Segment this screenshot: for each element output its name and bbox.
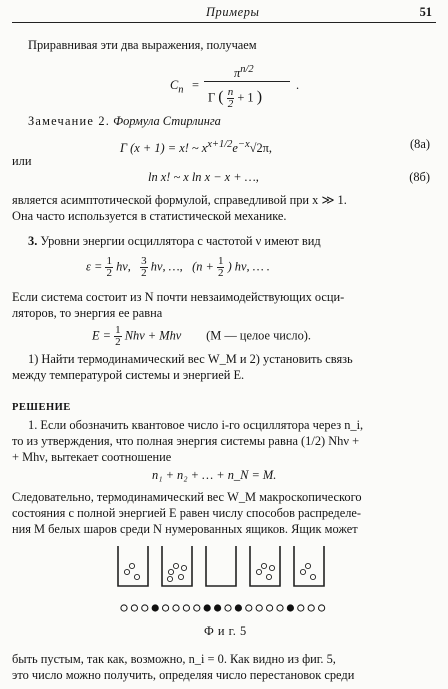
paragraph-7-line-1: Следовательно, термодинамический вес W_M макроскопического	[12, 490, 362, 504]
equation-8b: ln x! ~ x ln x − x + …,	[148, 170, 259, 184]
equation-8b-number: (8б)	[409, 170, 430, 184]
paragraph-4-line-1: Если система состоит из N почти невзаимодействующих осци-	[12, 290, 345, 304]
white-ball	[308, 605, 314, 611]
equation-cn	[170, 62, 310, 110]
white-ball	[310, 574, 315, 579]
white-ball	[256, 569, 261, 574]
box-5	[294, 546, 324, 586]
paragraph-2-line-2: Она часто используется в статистической механике.	[12, 209, 287, 223]
white-ball	[121, 605, 127, 611]
white-ball	[266, 574, 271, 579]
or-word: или	[12, 154, 32, 168]
white-ball	[124, 569, 129, 574]
white-ball	[298, 605, 304, 611]
white-ball	[319, 605, 325, 611]
eq-cn-denominator: Γ ( $\frac{n}{2}$ + 1 )	[208, 86, 263, 110]
paragraph-5-line-2: между температурой системы и энергией E.	[12, 368, 245, 382]
page-number: 51	[419, 5, 432, 19]
equation-levels: ε = $\frac{1}{2}$ hν, $\frac{3}{2}$ hν, …, (n + $\frac{1}{2}$ ) hν, … .	[86, 255, 270, 279]
white-ball	[131, 605, 137, 611]
white-ball	[261, 563, 266, 568]
remark-title: Формула Стирлинга	[113, 114, 221, 128]
paragraph-5-line-1: 1) Найти термодинамический вес W_M и 2) установить связь	[28, 352, 353, 366]
paragraph-8-line-2: это число можно получить, определяя число перестановок среди	[12, 668, 355, 682]
white-ball	[163, 605, 169, 611]
white-ball	[178, 574, 183, 579]
figure-5	[110, 542, 350, 622]
equation-sum: n₁ + n₂ + … + n_N = M.	[152, 468, 277, 482]
eq-cn-equals: =	[192, 78, 199, 92]
white-ball	[181, 565, 186, 570]
white-ball	[173, 563, 178, 568]
white-ball	[256, 605, 262, 611]
item-number-3: 3.	[28, 234, 38, 248]
eq-cn-fraction-bar	[204, 81, 290, 82]
box-4	[250, 546, 280, 586]
remark-label: Замечание 2.	[28, 114, 111, 128]
paragraph-3-text: Уровни энергии осциллятора с частотой ν имеют вид	[40, 234, 321, 248]
paragraph-4-line-2: ляторов, то энергия ее равна	[12, 306, 163, 320]
white-ball	[300, 569, 305, 574]
solution-heading: РЕШЕНИЕ	[12, 402, 71, 413]
black-ball	[204, 605, 210, 611]
white-ball	[246, 605, 252, 611]
paragraph-2-line-1: является асимптотической формулой, справедливой при x ≫ 1.	[12, 193, 347, 207]
black-ball	[152, 605, 158, 611]
white-ball	[129, 563, 134, 568]
equation-8a-number: (8а)	[410, 137, 430, 151]
paragraph-8-line-1: быть пустым, так как, возможно, n_i = 0. Как видно из фиг. 5,	[12, 652, 336, 666]
white-ball	[168, 569, 173, 574]
page-header	[0, 5, 448, 21]
black-ball	[235, 605, 241, 611]
paragraph-7-line-2: состояния с полной энергией E равен числу способов распределе-	[12, 506, 362, 520]
white-ball	[183, 605, 189, 611]
white-ball	[305, 563, 310, 568]
white-ball	[194, 605, 200, 611]
paragraph-7-line-3: ния M белых шаров среди N нумерованных ящиков. Ящик может	[12, 522, 358, 536]
paragraph-3	[28, 234, 321, 249]
equation-energy: E = $\frac{1}{2}$ Nhν + Mhν (M — целое число).	[92, 324, 312, 348]
equation-8a: Γ (x + 1) = x! ~ $x^{x+1/2}e^{-x}√2\pi$,	[120, 139, 273, 156]
white-ball	[269, 565, 274, 570]
running-title: Примеры	[206, 5, 260, 19]
box-1	[118, 546, 148, 586]
figure-caption: Ф и г. 5	[204, 624, 247, 638]
figure-boxes	[118, 546, 324, 586]
black-ball	[287, 605, 293, 611]
eq-cn-lhs: $C_n$	[170, 78, 184, 96]
paragraph-1: Приравнивая эти два выражения, получаем	[28, 38, 257, 52]
white-ball	[134, 574, 139, 579]
white-ball	[225, 605, 231, 611]
paragraph-6-line-1: 1. Если обозначить квантовое число i-го осциллятора через n_i,	[28, 418, 364, 432]
white-ball	[173, 605, 179, 611]
paragraph-6-line-3: + Mhν, вытекает соотношение	[12, 450, 172, 464]
paragraph-6-line-2: то из утверждения, что полная энергия системы равна (1/2) Nhν +	[12, 434, 360, 448]
white-ball	[167, 576, 172, 581]
black-ball	[215, 605, 221, 611]
header-rule	[12, 22, 436, 23]
white-ball	[267, 605, 273, 611]
white-ball	[142, 605, 148, 611]
figure-sequence	[121, 605, 325, 611]
remark-2	[28, 114, 221, 129]
box-2	[162, 546, 192, 586]
box-3	[206, 546, 236, 586]
eq-cn-dot: .	[296, 78, 300, 92]
white-ball	[277, 605, 283, 611]
eq-cn-numerator: $\pi^{n/2}$	[234, 64, 254, 81]
